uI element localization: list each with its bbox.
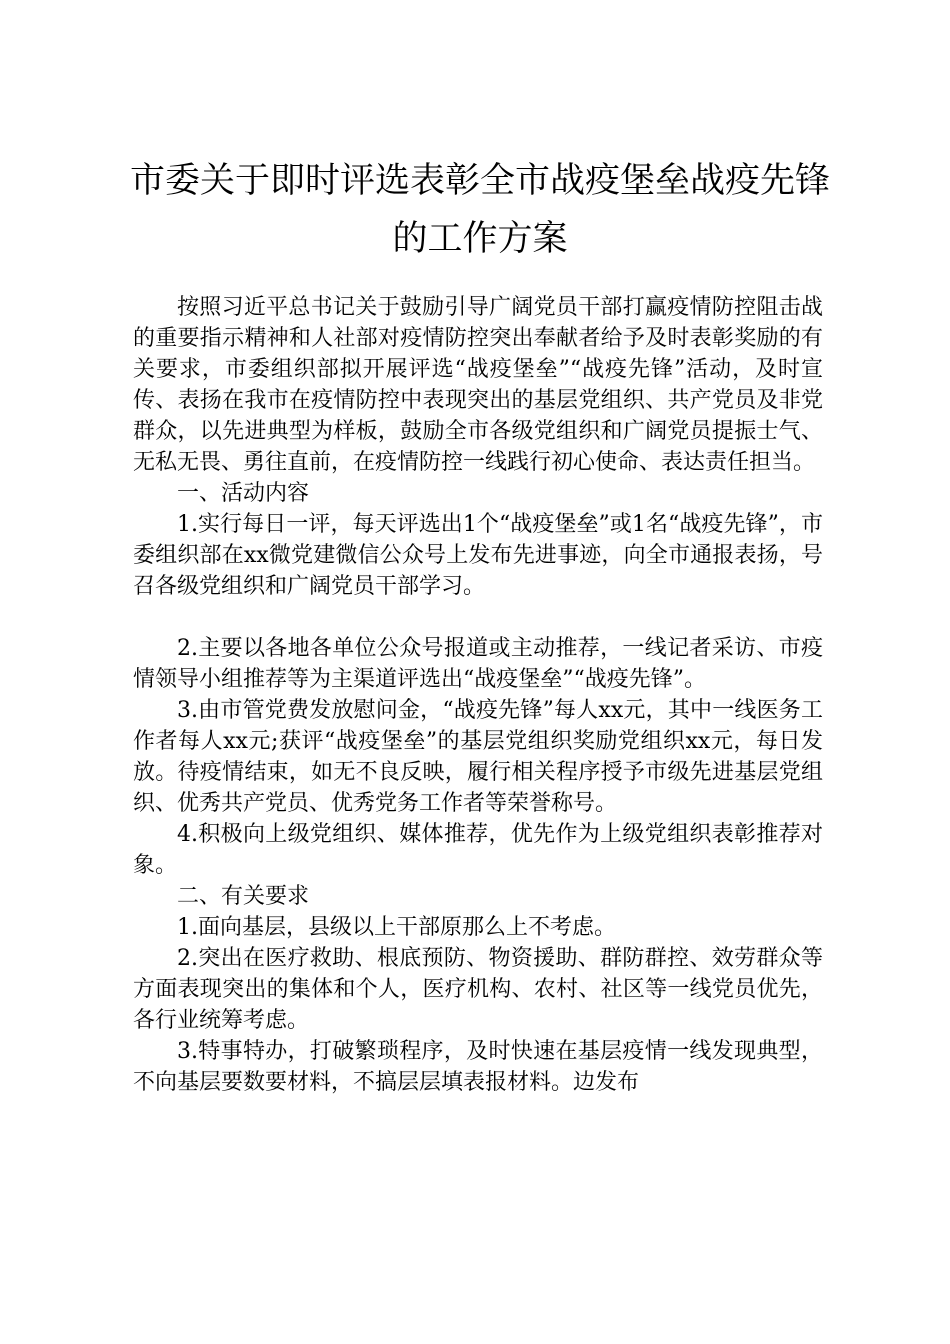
activity-item-2: 2.主要以各地各单位公众号报道或主动推荐，一线记者采访、市疫情领导小组推荐等为主渠道评选出“战疫堡垒”“战疫先锋”。 bbox=[133, 636, 823, 692]
requirement-item-3: 3.特事特办，打破繁琐程序，及时快速在基层疫情一线发现典型，不向基层要数要材料，不搞层层填表报材料。边发布 bbox=[133, 1039, 823, 1095]
intro-paragraph: 按照习近平总书记关于鼓励引导广阔党员干部打赢疫情防控阻击战的重要指示精神和人社部对疫情防控突出奉献者给予及时表彰奖励的有关要求，市委组织部拟开展评选“战疫堡垒”“战疫先锋”活动，及时宣传、表扬在我市在疫情防控中表现突出的基层党组织、共产党员及非党群众，以先进典型为样板，鼓励全市各级党组织和广阔党员提振士气、无私无畏、勇往直前，在疫情防控一线践行初心使命、表达责任担当。 bbox=[133, 295, 823, 475]
activity-item-3: 3.由市管党费发放慰问金，“战疫先锋”每人xx元，其中一线医务工作者每人xx元;获评“战疫堡垒”的基层党组织奖励党组织xx元，每日发放。待疫情结束，如无不良反映，履行相关程序授予市级先进基层党组织、优秀共产党员、优秀党务工作者等荣誉称号。 bbox=[133, 698, 823, 816]
section-heading-activity-content: 一、活动内容 bbox=[177, 481, 310, 506]
requirement-item-2: 2.突出在医疗救助、根底预防、物资援助、群防群控、效劳群众等方面表现突出的集体和个人，医疗机构、农村、社区等一线党员优先，各行业统筹考虑。 bbox=[133, 946, 823, 1033]
activity-item-1: 1.实行每日一评，每天评选出1个“战疫堡垒”或1名“战疫先锋”，市委组织部在xx微党建微信公众号上发布先进事迹，向全市通报表扬，号召各级党组织和广阔党员干部学习。 bbox=[133, 512, 823, 599]
paragraph-gap bbox=[133, 602, 823, 633]
requirement-item-1: 1.面向基层，县级以上干部原那么上不考虑。 bbox=[177, 915, 616, 940]
document-title-line-2: 的工作方案 bbox=[392, 219, 568, 259]
section-heading-requirements: 二、有关要求 bbox=[177, 884, 310, 909]
document-body bbox=[133, 292, 823, 1098]
activity-item-4: 4.积极向上级党组织、媒体推荐，优先作为上级党组织表彰推荐对象。 bbox=[133, 822, 823, 878]
document-title-line-1: 市委关于即时评选表彰全市战疫堡垒战疫先锋 bbox=[129, 161, 830, 201]
